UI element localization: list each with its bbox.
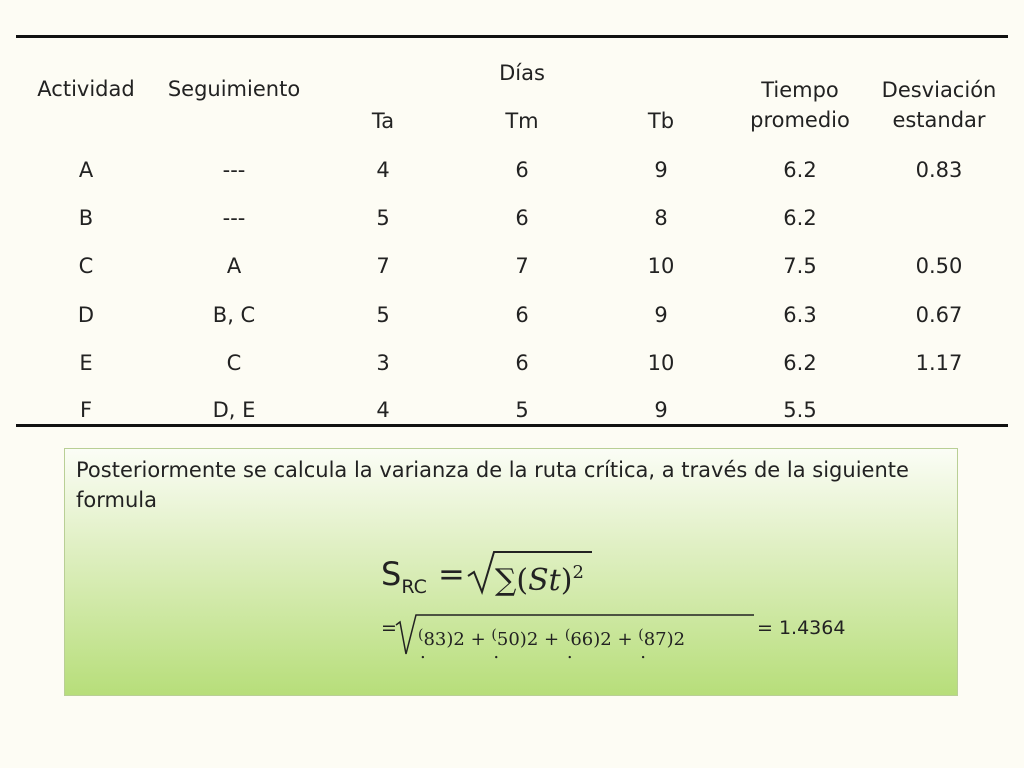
term-value: 83 xyxy=(423,629,447,650)
formula-equals: = xyxy=(438,555,465,593)
term-exponent: 2 xyxy=(526,629,539,650)
callout-text: Posteriormente se calcula la varianza de la ruta crítica, a través de la siguiente formula xyxy=(76,458,909,512)
cell-seguimiento: C xyxy=(226,351,242,375)
cell-tiempo-promedio: 5.5 xyxy=(783,398,817,422)
cell-tiempo-promedio: 6.3 xyxy=(783,303,817,327)
cell-desviacion: 1.17 xyxy=(915,351,963,375)
formula-term xyxy=(491,622,539,663)
table-bottom-rule xyxy=(16,424,1008,427)
cell-ta: 4 xyxy=(376,398,390,422)
header-tiempo-line1: Tiempo xyxy=(761,78,839,102)
cell-tiempo-promedio: 6.2 xyxy=(783,158,817,182)
cell-tb: 8 xyxy=(654,206,668,230)
formula-sum: ∑(𝑆𝑡) xyxy=(495,563,573,598)
header-ta: Ta xyxy=(371,109,395,133)
cell-tb: 9 xyxy=(654,398,668,422)
cell-tm: 5 xyxy=(515,398,529,422)
cell-ta: 3 xyxy=(376,351,390,375)
header-desviacion-line1: Desviación xyxy=(881,78,997,102)
formula-sum-expression xyxy=(495,555,584,599)
plus-operator: + xyxy=(470,629,486,650)
header-dias: Días xyxy=(499,61,545,85)
cell-ta: 7 xyxy=(376,254,390,278)
header-seguimiento: Seguimiento xyxy=(167,77,301,101)
cell-seguimiento: A xyxy=(226,254,242,278)
term-exponent: 2 xyxy=(673,629,686,650)
cell-tm: 6 xyxy=(515,158,529,182)
cell-desviacion: 0.50 xyxy=(915,254,963,278)
plus-operator: + xyxy=(617,629,633,650)
formula-term xyxy=(638,622,686,663)
cell-actividad: D xyxy=(77,303,95,327)
cell-tb: 10 xyxy=(647,254,675,278)
term-dot: . xyxy=(420,642,426,663)
cell-actividad: F xyxy=(79,398,93,422)
cell-actividad: B xyxy=(78,206,94,230)
header-tm: Tm xyxy=(505,109,539,133)
formula-line2-equals: = xyxy=(381,617,397,639)
cell-tm: 6 xyxy=(515,351,529,375)
term-value: 87 xyxy=(643,629,667,650)
header-tiempo-line2: promedio xyxy=(750,108,850,132)
term-value: 66 xyxy=(570,629,594,650)
formula-terms xyxy=(418,622,686,663)
term-exponent: 2 xyxy=(600,629,612,650)
term-dot: . xyxy=(493,642,500,663)
left-paren: ( xyxy=(491,627,497,643)
right-paren: ) xyxy=(446,629,454,650)
formula-s-letter: S xyxy=(381,555,402,593)
cell-tiempo-promedio: 6.2 xyxy=(783,351,817,375)
cell-tm: 7 xyxy=(515,254,529,278)
formula-result: = 1.4364 xyxy=(757,617,846,639)
header-desviacion-line2: estandar xyxy=(892,108,986,132)
cell-tb: 10 xyxy=(647,351,675,375)
cell-seguimiento: --- xyxy=(222,158,246,182)
formula-subscript-rc: RC xyxy=(401,576,427,598)
cell-actividad: E xyxy=(79,351,93,375)
right-paren: ) xyxy=(666,629,674,650)
cell-actividad: A xyxy=(78,158,94,182)
cell-ta: 4 xyxy=(376,158,390,182)
cell-tm: 6 xyxy=(515,206,529,230)
formula-term xyxy=(564,622,612,663)
term-dot: . xyxy=(640,642,646,663)
term-value: 50 xyxy=(496,629,520,650)
formula-term xyxy=(418,622,465,663)
plus-operator: + xyxy=(544,629,560,650)
cell-ta: 5 xyxy=(376,206,390,230)
header-desviacion-estandar xyxy=(882,75,997,135)
header-tiempo-promedio xyxy=(750,75,850,135)
cell-actividad: C xyxy=(78,254,94,278)
table-top-rule xyxy=(16,35,1008,38)
header-tb: Tb xyxy=(647,109,675,133)
term-dot: . xyxy=(566,642,573,663)
cell-desviacion: 0.83 xyxy=(915,158,963,182)
cell-desviacion: 0.67 xyxy=(915,303,963,327)
cell-tiempo-promedio: 6.2 xyxy=(783,206,817,230)
header-actividad: Actividad xyxy=(37,77,135,101)
left-paren: ( xyxy=(638,627,644,643)
cell-tb: 9 xyxy=(654,303,668,327)
term-exponent: 2 xyxy=(453,629,465,650)
left-paren: ( xyxy=(418,627,424,643)
left-paren: ( xyxy=(564,627,571,643)
cell-tiempo-promedio: 7.5 xyxy=(783,254,817,278)
cell-tb: 9 xyxy=(654,158,668,182)
formula-exponent: 2 xyxy=(572,562,584,583)
cell-ta: 5 xyxy=(376,303,390,327)
formula-s-rc xyxy=(381,556,427,605)
right-paren: ) xyxy=(519,629,527,650)
cell-tm: 6 xyxy=(515,303,529,327)
right-paren: ) xyxy=(593,629,601,650)
cell-seguimiento: --- xyxy=(222,206,246,230)
cell-seguimiento: D, E xyxy=(212,398,256,422)
cell-seguimiento: B, C xyxy=(212,303,256,327)
